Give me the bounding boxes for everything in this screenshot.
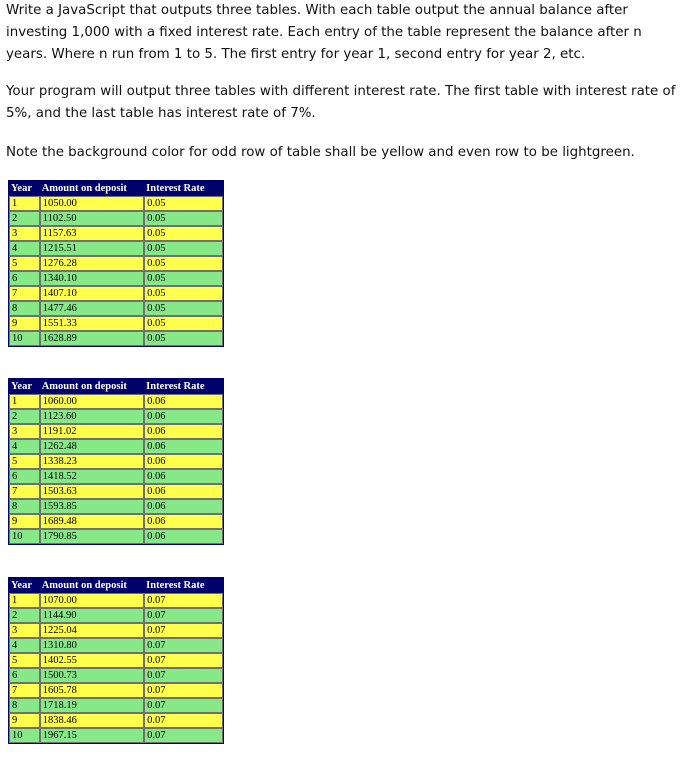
balance-table-7-percent — [8, 577, 224, 744]
amount-cell: 1123.60 — [40, 409, 144, 424]
rate-cell: 0.06 — [144, 454, 223, 469]
header-rate: Interest Rate — [144, 181, 223, 196]
rate-cell: 0.05 — [144, 271, 223, 286]
rate-cell: 0.07 — [144, 623, 223, 638]
rate-cell: 0.07 — [144, 608, 223, 623]
year-cell: 1 — [9, 196, 40, 211]
rate-cell: 0.05 — [144, 256, 223, 271]
table-row — [9, 394, 223, 409]
year-cell: 2 — [9, 608, 40, 623]
amount-cell: 1070.00 — [40, 593, 144, 608]
rate-cell: 0.05 — [144, 286, 223, 301]
table-row — [9, 698, 223, 713]
table-row — [9, 271, 223, 286]
table-row — [9, 683, 223, 698]
year-cell: 2 — [9, 211, 40, 226]
amount-cell: 1102.50 — [40, 211, 144, 226]
table-row — [9, 331, 223, 346]
amount-cell: 1628.89 — [40, 331, 144, 346]
rate-cell: 0.07 — [144, 698, 223, 713]
header-amount: Amount on deposit — [40, 181, 144, 196]
table-row — [9, 424, 223, 439]
year-cell: 5 — [9, 653, 40, 668]
table-row — [9, 454, 223, 469]
year-cell: 7 — [9, 683, 40, 698]
rate-cell: 0.07 — [144, 653, 223, 668]
amount-cell: 1191.02 — [40, 424, 144, 439]
rate-cell: 0.06 — [144, 469, 223, 484]
intro-paragraph-3: Note the background color for odd row of table shall be yellow and even row to be lightgreen. — [6, 145, 635, 160]
year-cell: 4 — [9, 439, 40, 454]
amount-cell: 1551.33 — [40, 316, 144, 331]
table-row — [9, 713, 223, 728]
year-cell: 9 — [9, 514, 40, 529]
table-row — [9, 638, 223, 653]
year-cell: 8 — [9, 499, 40, 514]
table-header-row — [9, 379, 223, 394]
year-cell: 6 — [9, 469, 40, 484]
year-cell: 7 — [9, 484, 40, 499]
year-cell: 1 — [9, 593, 40, 608]
amount-cell: 1144.90 — [40, 608, 144, 623]
rate-cell: 0.05 — [144, 316, 223, 331]
year-cell: 1 — [9, 394, 40, 409]
header-rate: Interest Rate — [144, 578, 223, 593]
rate-cell: 0.05 — [144, 331, 223, 346]
year-cell: 2 — [9, 409, 40, 424]
table-row — [9, 499, 223, 514]
year-cell: 10 — [9, 728, 40, 743]
amount-cell: 1477.46 — [40, 301, 144, 316]
amount-cell: 1340.10 — [40, 271, 144, 286]
year-cell: 5 — [9, 256, 40, 271]
table-row — [9, 256, 223, 271]
amount-cell: 1503.63 — [40, 484, 144, 499]
amount-cell: 1338.23 — [40, 454, 144, 469]
year-cell: 3 — [9, 226, 40, 241]
rate-cell: 0.06 — [144, 514, 223, 529]
table-row — [9, 514, 223, 529]
amount-cell: 1593.85 — [40, 499, 144, 514]
rate-cell: 0.06 — [144, 484, 223, 499]
table-row — [9, 409, 223, 424]
amount-cell: 1790.85 — [40, 529, 144, 544]
header-rate: Interest Rate — [144, 379, 223, 394]
amount-cell: 1605.78 — [40, 683, 144, 698]
rate-cell: 0.07 — [144, 638, 223, 653]
amount-cell: 1418.52 — [40, 469, 144, 484]
rate-cell: 0.07 — [144, 728, 223, 743]
year-cell: 5 — [9, 454, 40, 469]
table-row — [9, 728, 223, 743]
year-cell: 8 — [9, 301, 40, 316]
table-row — [9, 668, 223, 683]
table-row — [9, 608, 223, 623]
header-year: Year — [9, 379, 40, 394]
table-row — [9, 316, 223, 331]
table-row — [9, 593, 223, 608]
year-cell: 10 — [9, 331, 40, 346]
rate-cell: 0.06 — [144, 529, 223, 544]
table-row — [9, 301, 223, 316]
rate-cell: 0.06 — [144, 424, 223, 439]
amount-cell: 1402.55 — [40, 653, 144, 668]
rate-cell: 0.07 — [144, 668, 223, 683]
table-row — [9, 484, 223, 499]
year-cell: 6 — [9, 668, 40, 683]
header-amount: Amount on deposit — [40, 379, 144, 394]
table-row — [9, 211, 223, 226]
year-cell: 8 — [9, 698, 40, 713]
rate-cell: 0.07 — [144, 683, 223, 698]
balance-table-6-percent — [8, 378, 224, 545]
table-row — [9, 439, 223, 454]
table-row — [9, 529, 223, 544]
rate-cell: 0.05 — [144, 301, 223, 316]
year-cell: 4 — [9, 638, 40, 653]
rate-cell: 0.06 — [144, 499, 223, 514]
table-row — [9, 196, 223, 211]
table-row — [9, 623, 223, 638]
amount-cell: 1050.00 — [40, 196, 144, 211]
amount-cell: 1157.63 — [40, 226, 144, 241]
amount-cell: 1407.10 — [40, 286, 144, 301]
table-row — [9, 226, 223, 241]
amount-cell: 1838.46 — [40, 713, 144, 728]
year-cell: 7 — [9, 286, 40, 301]
table-row — [9, 653, 223, 668]
rate-cell: 0.06 — [144, 409, 223, 424]
amount-cell: 1967.15 — [40, 728, 144, 743]
table-row — [9, 286, 223, 301]
header-year: Year — [9, 181, 40, 196]
balance-table-5-percent — [8, 180, 224, 347]
amount-cell: 1060.00 — [40, 394, 144, 409]
amount-cell: 1215.51 — [40, 241, 144, 256]
header-amount: Amount on deposit — [40, 578, 144, 593]
table-header-row — [9, 578, 223, 593]
amount-cell: 1310.80 — [40, 638, 144, 653]
amount-cell: 1500.73 — [40, 668, 144, 683]
amount-cell: 1225.04 — [40, 623, 144, 638]
rate-cell: 0.07 — [144, 593, 223, 608]
year-cell: 6 — [9, 271, 40, 286]
intro-paragraph-1: Write a JavaScript that outputs three tables. With each table output the annual balance after investing 1,000 with a fixed interest rate. Each entry of the table represent the balance after n years. Where n run from 1 to 5. The first entry for year 1, second entry for year 2, etc. — [6, 3, 642, 62]
table-row — [9, 469, 223, 484]
year-cell: 9 — [9, 316, 40, 331]
rate-cell: 0.06 — [144, 394, 223, 409]
amount-cell: 1276.28 — [40, 256, 144, 271]
amount-cell: 1718.19 — [40, 698, 144, 713]
year-cell: 9 — [9, 713, 40, 728]
year-cell: 3 — [9, 623, 40, 638]
year-cell: 10 — [9, 529, 40, 544]
rate-cell: 0.06 — [144, 439, 223, 454]
rate-cell: 0.05 — [144, 226, 223, 241]
table-header-row — [9, 181, 223, 196]
year-cell: 3 — [9, 424, 40, 439]
amount-cell: 1262.48 — [40, 439, 144, 454]
header-year: Year — [9, 578, 40, 593]
rate-cell: 0.05 — [144, 241, 223, 256]
table-row — [9, 241, 223, 256]
intro-paragraph-2: Your program will output three tables with different interest rate. The first table with interest rate of 5%, and the last table has interest rate of 7%. — [6, 84, 676, 121]
rate-cell: 0.05 — [144, 196, 223, 211]
amount-cell: 1689.48 — [40, 514, 144, 529]
rate-cell: 0.05 — [144, 211, 223, 226]
rate-cell: 0.07 — [144, 713, 223, 728]
year-cell: 4 — [9, 241, 40, 256]
